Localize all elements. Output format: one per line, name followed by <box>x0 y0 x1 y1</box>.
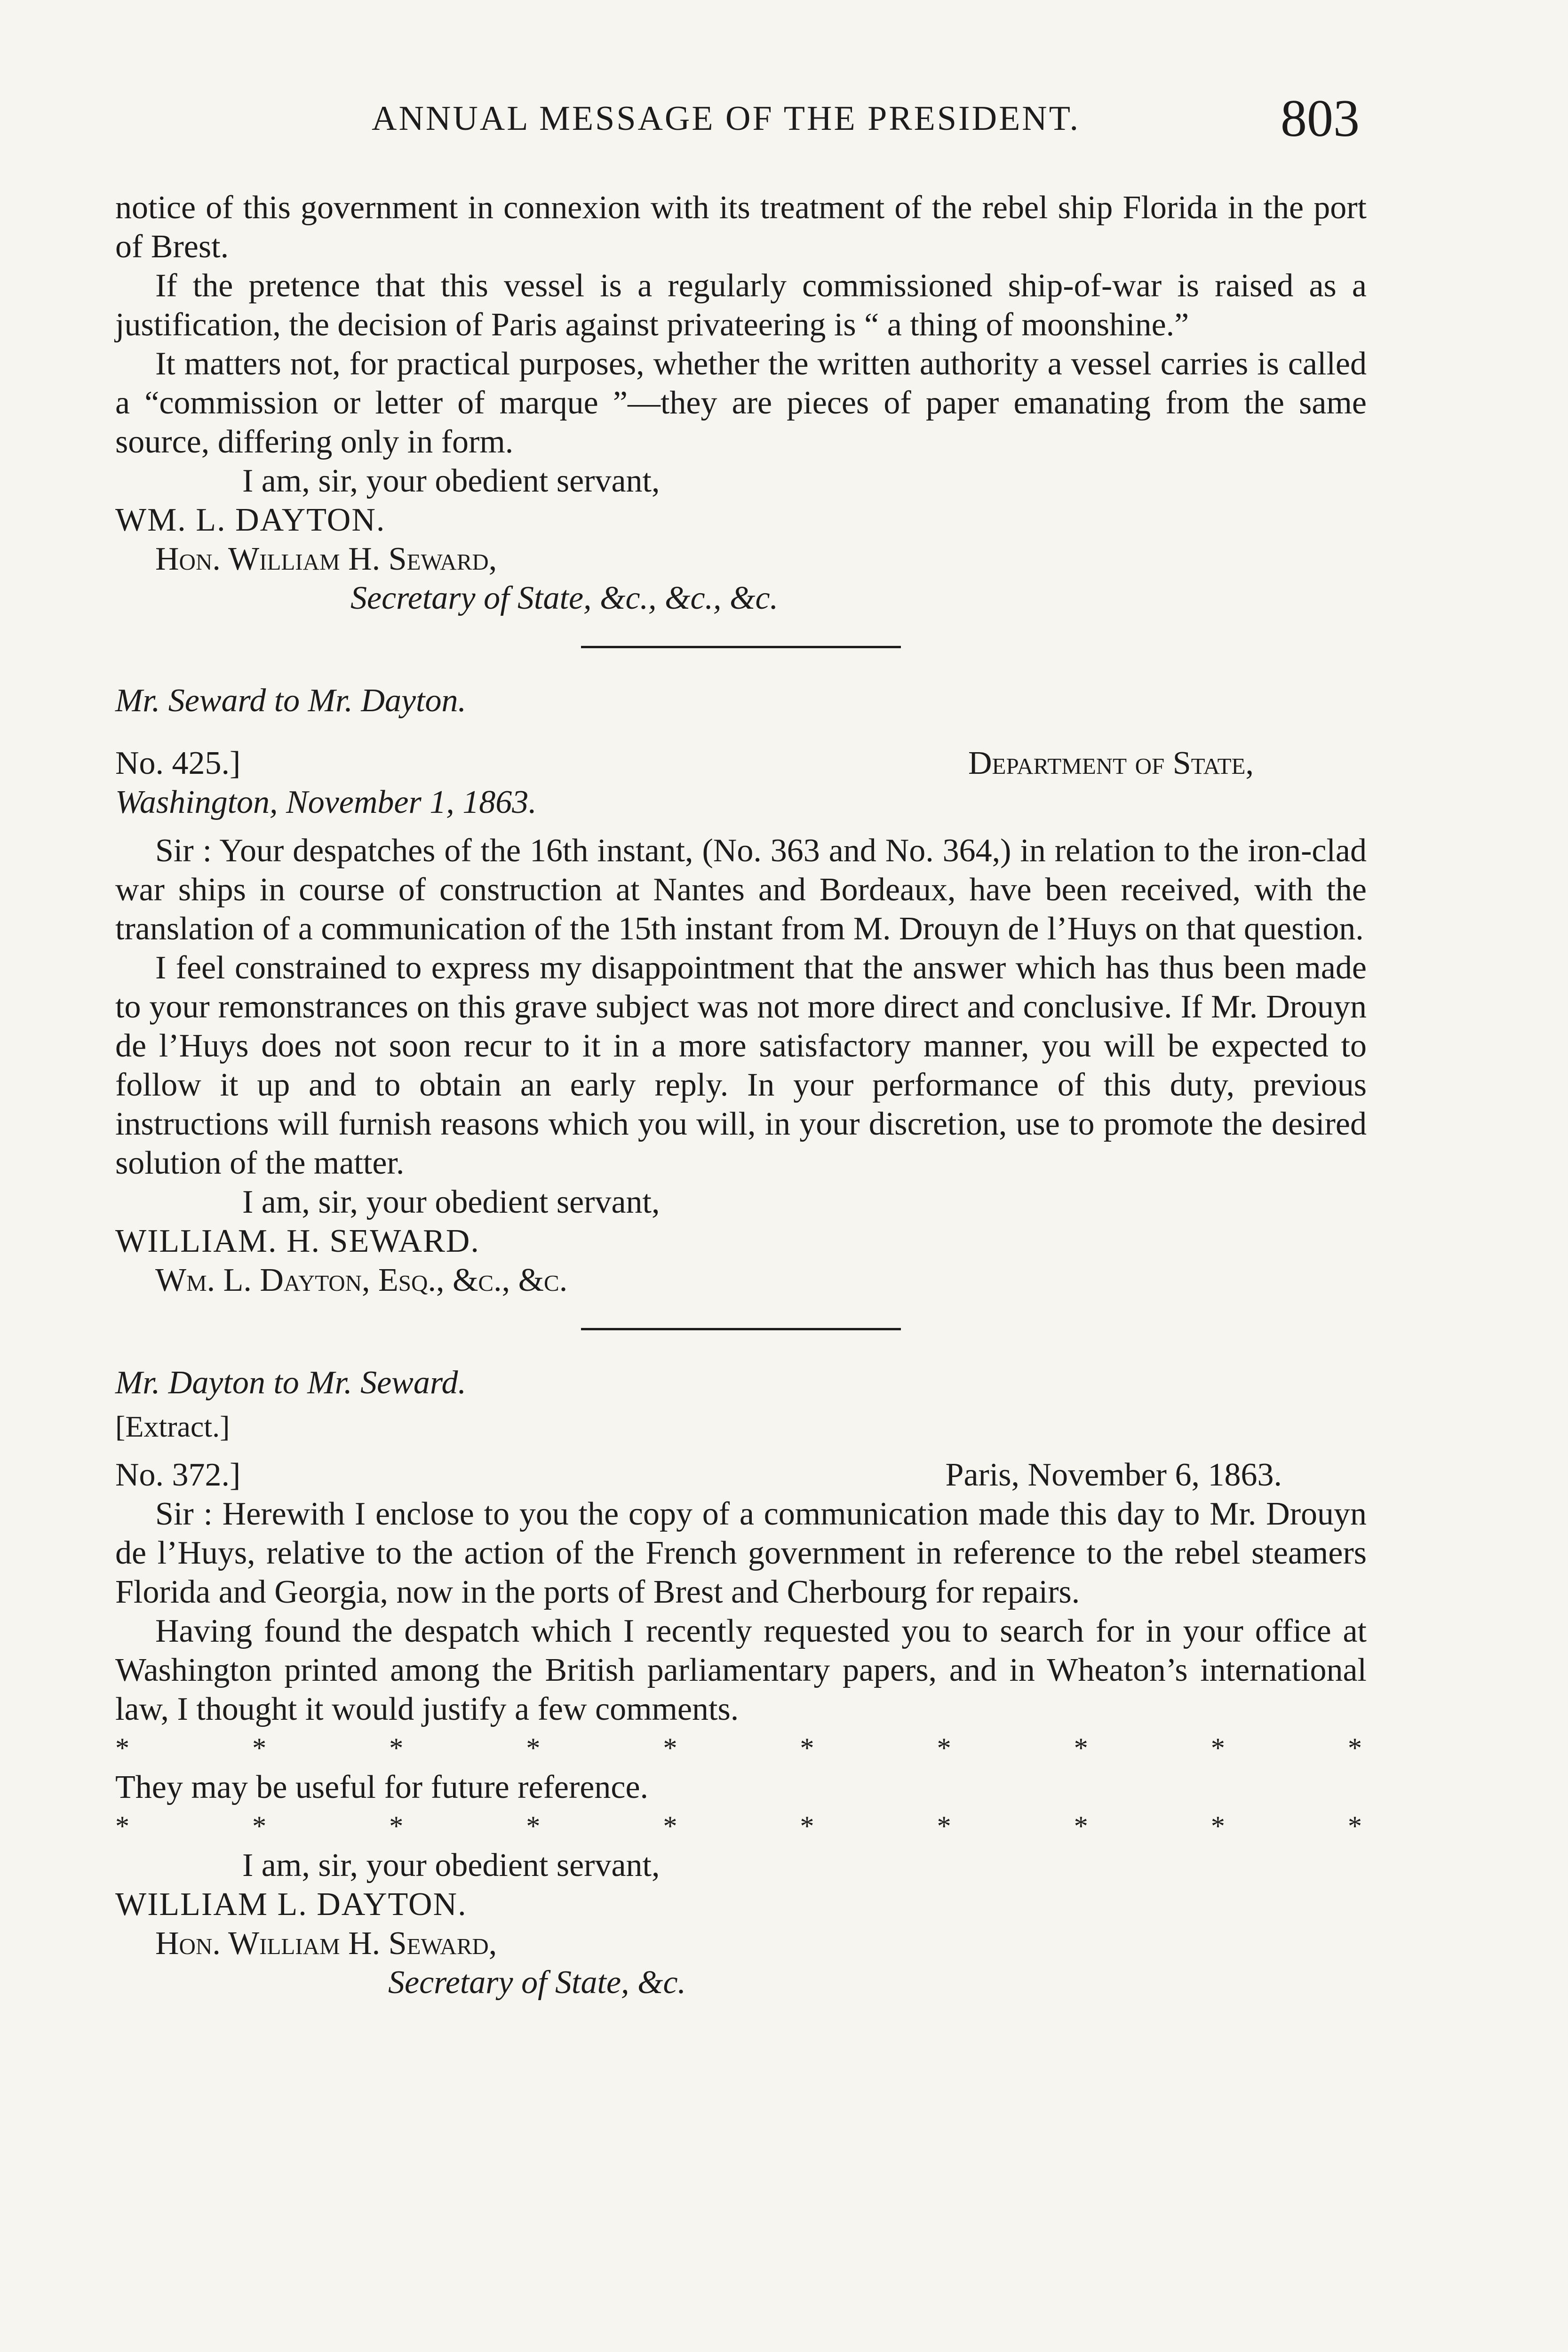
addressee: Hon. William H. Seward, <box>155 541 497 577</box>
letter-heading: Mr. Dayton to Mr. Seward. <box>115 1365 467 1401</box>
signature: WM. L. DAYTON. <box>115 502 386 538</box>
addressee: Hon. William H. Seward, <box>155 1925 497 1962</box>
letter-number: No. 425.] <box>115 745 241 781</box>
letter-dayton-continued <box>115 188 1367 618</box>
paragraph: Sir : Herewith I enclose to you the copy of a communication made this day to Mr. Drouyn de l’Huys, relative to the action of the French government in reference to the rebel steamers Florida and Georgia, now in the ports of Brest and Cherbourg for repairs. <box>115 1496 1367 1610</box>
paragraph: I feel constrained to express my disappointment that the answer which has thus been made to your remonstrances on this grave subject was not more direct and conclusive. If Mr. Drouyn de l’Huys does not soon recur to it in a more satisfactory manner, you will be expected to follow it up and to obtain an early reply. In your performance of this duty, previous instructions will furnish reasons which you will, in your discretion, use to promote the desired solution of the matter. <box>115 950 1367 1181</box>
letter-number: No. 372.] <box>115 1457 241 1493</box>
ellipsis-stars: * * * * * * * * * * <box>115 1732 1362 1764</box>
running-title: ANNUAL MESSAGE OF THE PRESIDENT. <box>372 99 1080 138</box>
department-name: Department of State, <box>968 745 1254 781</box>
closing: I am, sir, your obedient servant, <box>242 1184 660 1220</box>
letter-heading: Mr. Seward to Mr. Dayton. <box>115 683 467 719</box>
section-divider <box>581 646 901 648</box>
ellipsis-stars: * * * * * * * * * * <box>115 1811 1362 1842</box>
signature: WILLIAM L. DAYTON. <box>115 1886 467 1923</box>
addressee: Wm. L. Dayton, Esq., &c., &c. <box>155 1262 568 1298</box>
letter-seward-to-dayton <box>115 681 1367 1300</box>
page-number: 803 <box>1281 89 1360 148</box>
extract-label: [Extract.] <box>115 1410 230 1443</box>
addressee-title: Secretary of State, &c. <box>388 1964 686 2001</box>
paragraph: If the pretence that this vessel is a regularly commissioned ship-of-war is raised as a justification, the decision of Paris against privateering is “ a thing of moonshine.” <box>115 268 1367 343</box>
page-body <box>115 188 1367 2002</box>
paragraph: Having found the despatch which I recently requested you to search for in your office at Washington printed among the British parliamentary papers, and in Wheaton’s international law, I thought it would justify a few comments. <box>115 1613 1367 1727</box>
closing: I am, sir, your obedient servant, <box>242 463 660 499</box>
paragraph: It matters not, for practical purposes, whether the written authority a vessel carries is called a “commission or letter of marque ”—they are pieces of paper emanating from the same source, differing only in form. <box>115 346 1367 460</box>
addressee-title: Secretary of State, &c., &c., &c. <box>350 580 779 616</box>
paragraph: They may be useful for future reference. <box>115 1769 649 1805</box>
signature: WILLIAM. H. SEWARD. <box>115 1223 480 1259</box>
paragraph: Sir : Your despatches of the 16th instant, (No. 363 and No. 364,) in relation to the iron-clad war ships in course of construction at Nantes and Bordeaux, have been received, with the translation of a communication of the 15th instant from M. Drouyn de l’Huys on that question. <box>115 833 1367 947</box>
closing: I am, sir, your obedient servant, <box>242 1847 660 1883</box>
letter-dateline <box>115 1455 1367 1494</box>
paragraph: notice of this government in connexion with its treatment of the rebel ship Florida in the port of Brest. <box>115 190 1367 265</box>
section-divider <box>581 1328 901 1330</box>
place-date: Paris, November 6, 1863. <box>945 1457 1282 1493</box>
letter-dateline <box>115 744 1367 783</box>
place-date: Washington, November 1, 1863. <box>115 784 537 820</box>
letter-dayton-to-seward <box>115 1363 1367 2002</box>
